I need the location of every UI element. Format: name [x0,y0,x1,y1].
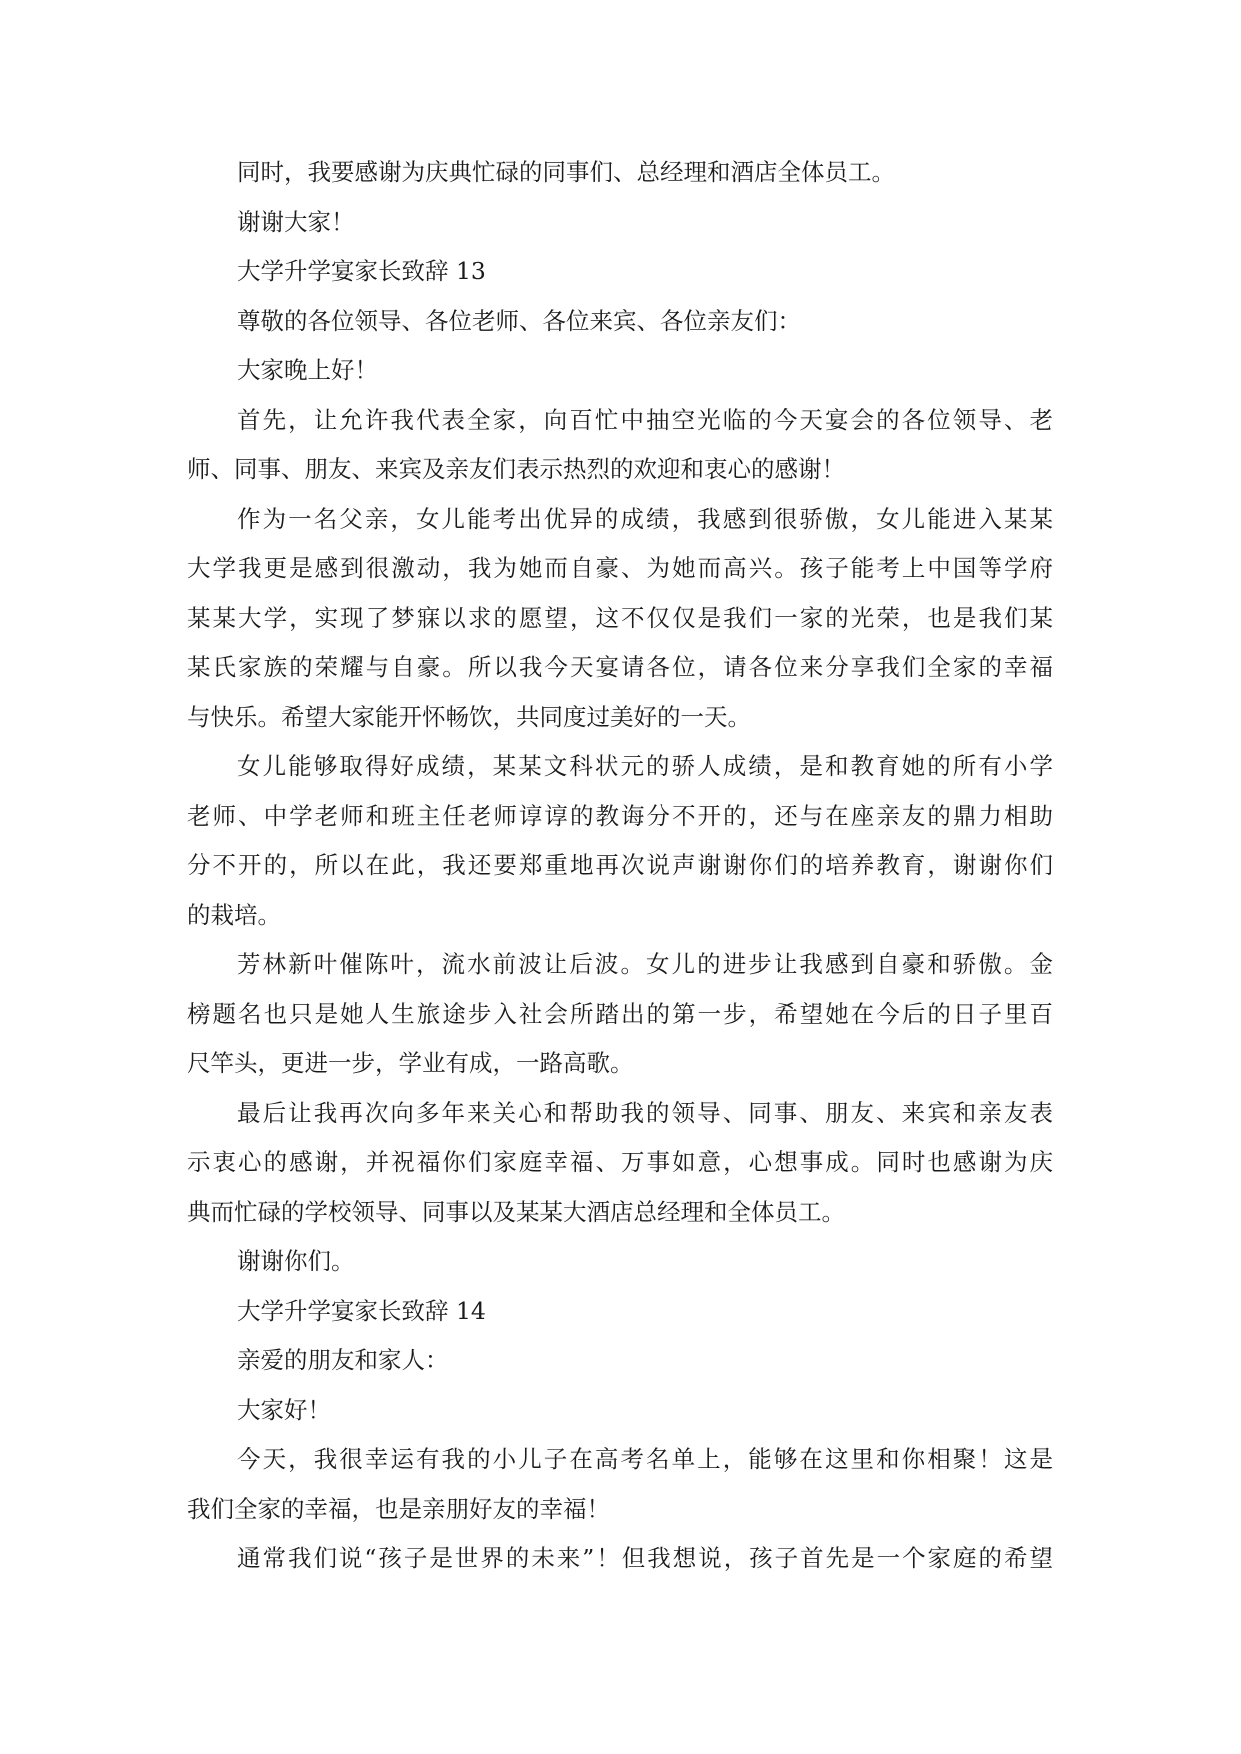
text-line: 某氏家族的荣耀与自豪。所以我今天宴请各位，请各位来分享我们全家的幸福 [187,653,1053,681]
text-line: 今天，我很幸运有我的小儿子在高考名单上，能够在这里和你相聚！这是 [237,1445,1053,1473]
text-line: 老师、中学老师和班主任老师谆谆的教诲分不开的，还与在座亲友的鼎力相助 [187,801,1053,830]
section-heading: 大学升学宴家长致辞 13 [237,257,486,285]
text-line: 大学我更是感到很激动，我为她而自豪、为她而高兴。孩子能考上中国等学府 [187,554,1053,582]
text-line: 典而忙碌的学校领导、同事以及某某大酒店总经理和全体员工。 [187,1197,845,1226]
text-line: 谢谢大家！ [237,207,355,236]
text-line: 师、同事、朋友、来宾及亲友们表示热烈的欢迎和衷心的感谢！ [187,455,845,483]
text-line: 通常我们说“孩子是世界的未来”！但我想说，孩子首先是一个家庭的希望 [237,1544,1053,1572]
document-body [187,148,1053,1584]
text-line: 某某大学，实现了梦寐以求的愿望，这不仅仅是我们一家的光荣，也是我们某 [187,603,1053,632]
closing-line: 谢谢你们。 [237,1247,355,1275]
text-line: 分不开的，所以在此，我还要郑重地再次说声谢谢你们的培养教育，谢谢你们 [187,851,1053,879]
text-line: 榜题名也只是她人生旅途步入社会所踏出的第一步，希望她在今后的日子里百 [187,999,1053,1028]
text-line: 女儿能够取得好成绩，某某文科状元的骄人成绩，是和教育她的所有小学 [237,752,1053,780]
text-line: 芳林新叶催陈叶，流水前波让后波。女儿的进步让我感到自豪和骄傲。金 [237,950,1053,978]
salutation: 尊敬的各位领导、各位老师、各位来宾、各位亲友们： [237,306,801,335]
greeting: 大家晚上好！ [237,356,378,384]
text-line: 的栽培。 [187,900,281,929]
salutation: 亲爱的朋友和家人： [237,1346,449,1374]
text-line: 示衷心的感谢，并祝福你们家庭幸福、万事如意，心想事成。同时也感谢为庆 [187,1148,1053,1176]
section-heading: 大学升学宴家长致辞 14 [237,1296,486,1325]
text-line: 同时，我要感谢为庆典忙碌的同事们、总经理和酒店全体员工。 [237,158,895,186]
text-line: 作为一名父亲，女儿能考出优异的成绩，我感到很骄傲，女儿能进入某某 [237,504,1053,533]
text-line: 首先，让允许我代表全家，向百忙中抽空光临的今天宴会的各位领导、老 [237,405,1053,434]
text-line: 与快乐。希望大家能开怀畅饮，共同度过美好的一天。 [187,702,751,731]
text-line: 我们全家的幸福，也是亲朋好友的幸福！ [187,1494,610,1523]
text-line: 尺竿头，更进一步，学业有成，一路高歌。 [187,1049,634,1077]
greeting: 大家好！ [237,1395,331,1424]
text-line: 最后让我再次向多年来关心和帮助我的领导、同事、朋友、来宾和亲友表 [237,1098,1053,1127]
